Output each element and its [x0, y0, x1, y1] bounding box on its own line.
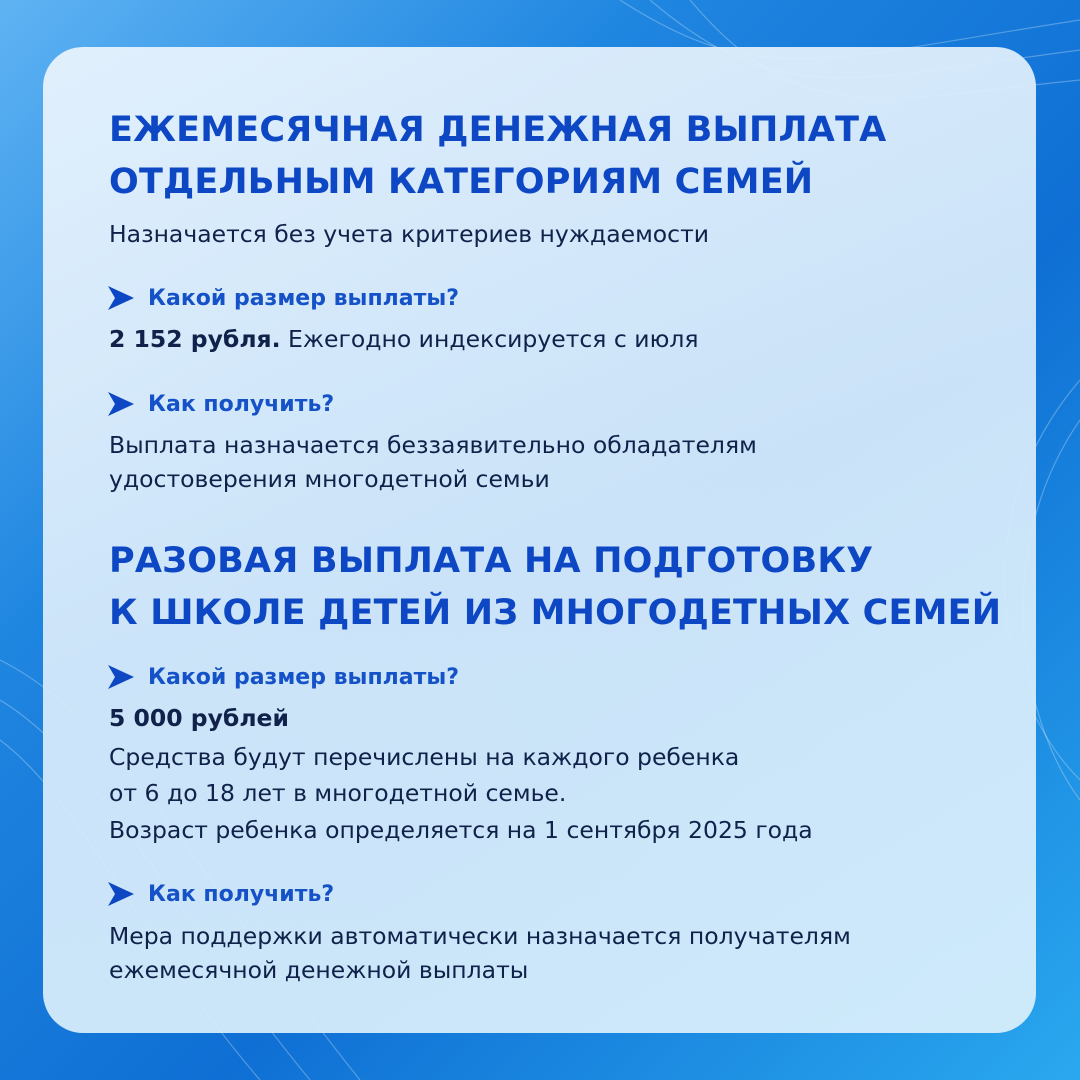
section2-question-how: [106, 878, 334, 910]
section2-detail-line2: от 6 до 18 лет в многодетной семье.: [109, 779, 567, 807]
section1-how-line2: удостоверения многодетной семьи: [109, 465, 550, 493]
question-label: Как получить?: [148, 391, 335, 417]
question-label: Какой размер выплаты?: [148, 664, 460, 690]
chevron-right-icon: [106, 284, 136, 312]
section1-subtitle: Назначается без учета критериев нуждаемости: [109, 220, 710, 248]
section1-amount: 2 152 рубля.: [109, 325, 281, 353]
chevron-right-icon: [106, 663, 136, 691]
section2-detail-line3: Возраст ребенка определяется на 1 сентября 2025 года: [109, 816, 813, 844]
section2-title-line1: РАЗОВАЯ ВЫПЛАТА НА ПОДГОТОВКУ: [109, 541, 874, 581]
section1-question-size: [106, 282, 459, 314]
section1-title-line2: ОТДЕЛЬНЫМ КАТЕГОРИЯМ СЕМЕЙ: [109, 162, 814, 202]
section2-how-line1: Мера поддержки автоматически назначается получателям: [109, 922, 851, 950]
question-label: Какой размер выплаты?: [148, 285, 460, 311]
section1-title-line1: ЕЖЕМЕСЯЧНАЯ ДЕНЕЖНАЯ ВЫПЛАТА: [109, 110, 887, 150]
section1-question-how: [106, 388, 334, 420]
section1-amount-line: [109, 322, 699, 357]
chevron-right-icon: [106, 390, 136, 418]
section1-how-line1: Выплата назначается беззаявительно обладателям: [109, 431, 757, 459]
section2-amount: 5 000 рублей: [109, 704, 289, 732]
section2-question-size: [106, 661, 459, 693]
section2-how-line2: ежемесячной денежной выплаты: [109, 956, 529, 984]
chevron-right-icon: [106, 880, 136, 908]
section1-amount-note: Ежегодно индексируется с июля: [280, 325, 699, 353]
section2-title-line2: К ШКОЛЕ ДЕТЕЙ ИЗ МНОГОДЕТНЫХ СЕМЕЙ: [109, 593, 1002, 633]
section2-detail-line1: Средства будут перечислены на каждого ребенка: [109, 743, 740, 771]
question-label: Как получить?: [148, 881, 335, 907]
